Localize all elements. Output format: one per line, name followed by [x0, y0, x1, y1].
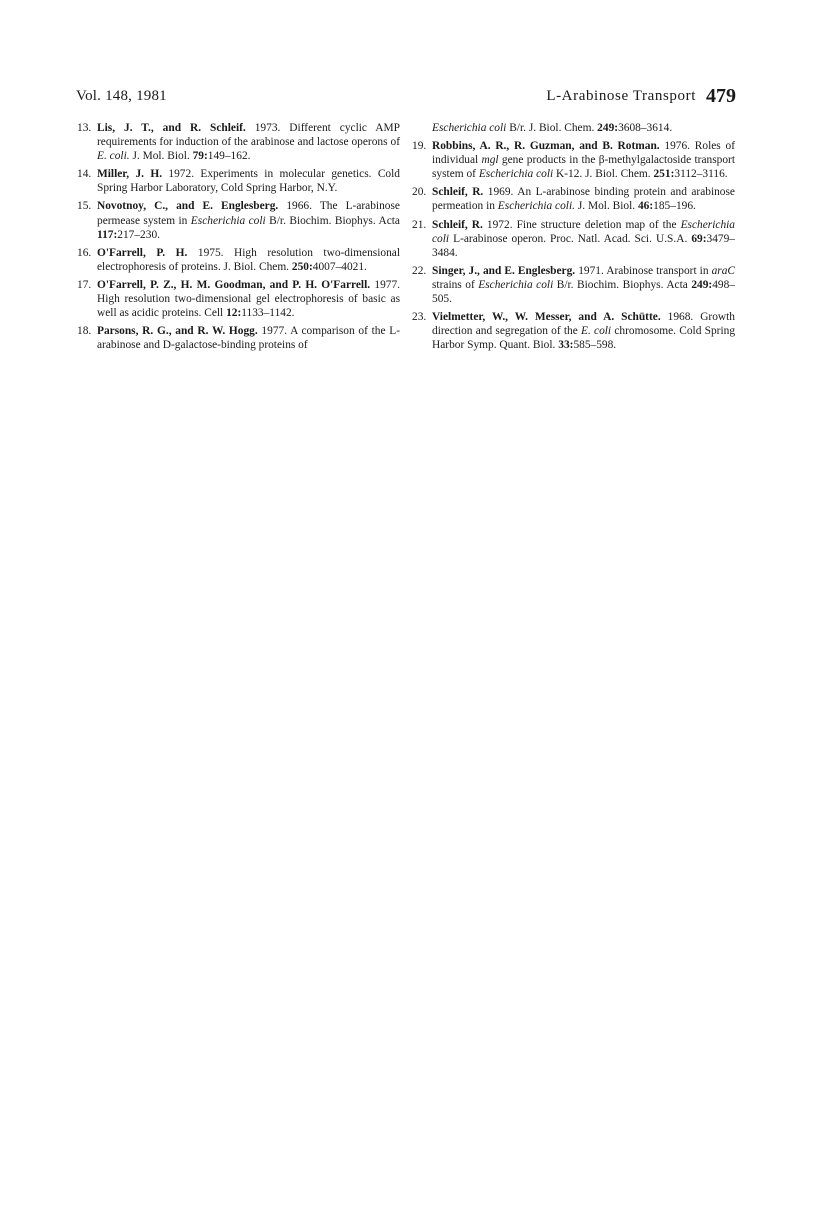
ref-text: 1968. Growth direction and segregation of the	[432, 311, 735, 338]
reference-19	[412, 139, 735, 181]
running-title: L-Arabinose Transport	[546, 88, 696, 104]
running-header	[76, 86, 736, 110]
ref-italic: E. coli	[580, 325, 612, 338]
ref-text: 1977. High resolution two-dimensional gel electrophoresis of basic as well as acidic proteins. Cell	[97, 278, 400, 320]
ref-authors: Schleif, R.	[432, 218, 483, 231]
ref-text: 1971. Arabinose transport in	[575, 264, 712, 277]
reference-13	[77, 121, 400, 163]
ref-text: L-arabinose operon. Proc. Natl. Acad. Sci. U.S.A.	[449, 232, 692, 245]
ref-authors: Robbins, A. R., R. Guzman, and B. Rotman.	[432, 140, 660, 153]
reference-18-continuation	[432, 121, 735, 135]
ref-text: J. Mol. Biol.	[574, 200, 638, 213]
ref-authors: Vielmetter, W., W. Messer, and A. Schütte.	[432, 311, 661, 324]
reference-23	[412, 310, 735, 352]
ref-pages: 1133–1142.	[241, 307, 295, 320]
ref-text: 1975. High resolution two-dimensional electrophoresis of proteins. J. Biol. Chem.	[97, 246, 400, 273]
ref-text: 1977. A comparison of the L-arabinose and D-galactose-binding proteins of	[97, 325, 400, 352]
ref-pages: 585–598.	[573, 339, 617, 352]
ref-volume: 251:	[653, 168, 675, 181]
ref-text: B/r. Biochim. Biophys. Acta	[265, 214, 400, 227]
ref-italic: mgl	[481, 154, 499, 167]
volume-label: Vol. 148, 1981	[76, 88, 167, 104]
page-number: 479	[706, 85, 736, 107]
ref-italic: Escherichia coli.	[497, 200, 575, 213]
ref-pages: 498–505.	[432, 278, 735, 306]
ref-volume: 12:	[226, 307, 242, 320]
ref-volume: 250:	[291, 260, 313, 273]
ref-number: 20.	[412, 186, 427, 199]
ref-text: 1976. Roles of individual	[432, 140, 735, 167]
ref-number: 21.	[412, 218, 427, 231]
ref-number: 23.	[412, 311, 427, 324]
ref-volume: 69:	[691, 232, 707, 245]
ref-volume: 249:	[597, 122, 619, 134]
ref-text: 1972. Experiments in molecular genetics. Cold Spring Harbor Laboratory, Cold Spring Harbor, N.Y.	[97, 168, 400, 195]
ref-italic: E. coli.	[97, 150, 130, 163]
ref-authors: Novotnoy, C., and E. Englesberg.	[97, 200, 279, 213]
ref-italic: Escherichia coli	[478, 278, 554, 291]
ref-italic: Escherichia coli	[432, 218, 735, 245]
reference-17	[77, 278, 400, 320]
reference-16	[77, 246, 400, 274]
ref-text: strains of	[432, 278, 479, 291]
ref-text: 1966. The L-arabinose permease system in	[97, 200, 400, 227]
ref-volume: 46:	[637, 200, 654, 213]
ref-number: 18.	[77, 325, 92, 338]
ref-text: J. Mol. Biol.	[129, 150, 193, 163]
ref-italic: Escherichia coli	[478, 168, 554, 181]
ref-pages: 3112–3116.	[674, 168, 728, 181]
reference-22	[412, 264, 735, 306]
ref-pages: 3479–3484.	[432, 232, 735, 259]
ref-number: 13.	[77, 122, 92, 134]
ref-number: 22.	[412, 264, 427, 277]
ref-text: gene products in the β-methylgalactoside transport system of	[432, 154, 735, 181]
reference-15	[77, 199, 400, 241]
ref-pages: 217–230.	[117, 228, 160, 241]
ref-number: 19.	[412, 140, 427, 153]
ref-italic: araC	[711, 264, 735, 277]
ref-authors: Singer, J., and E. Englesberg.	[432, 264, 576, 277]
ref-number: 14.	[77, 168, 92, 181]
ref-italic: Escherichia coli	[190, 214, 266, 227]
ref-text: chromosome. Cold Spring Harbor Symp. Quant. Biol.	[432, 325, 736, 352]
ref-pages: 4007–4021.	[312, 260, 367, 273]
ref-text: 1969. An L-arabinose binding protein and arabinose permeation in	[432, 186, 735, 213]
ref-volume: 33:	[558, 339, 574, 352]
ref-pages: 185–196.	[653, 200, 696, 213]
ref-authors: O'Farrell, P. H.	[97, 246, 188, 259]
ref-text: B/r. Biochim. Biophys. Acta	[553, 278, 692, 291]
ref-authors: O'Farrell, P. Z., H. M. Goodman, and P. H. O'Farrell.	[97, 278, 371, 291]
ref-volume: 79:	[192, 150, 208, 163]
ref-authors: Schleif, R.	[432, 186, 484, 199]
ref-pages: 3608–3614.	[618, 122, 673, 134]
ref-italic: Escherichia coli	[432, 122, 507, 134]
reference-21	[412, 218, 735, 260]
ref-volume: 249:	[691, 278, 713, 291]
ref-pages: 149–162.	[207, 150, 251, 163]
ref-authors: Lis, J. T., and R. Schleif.	[97, 122, 246, 134]
left-column	[77, 121, 400, 356]
ref-authors: Miller, J. H.	[97, 168, 163, 181]
ref-text: 1973. Different cyclic AMP requirements for induction of the arabinose and lactose operons of	[97, 122, 400, 149]
right-column	[412, 121, 735, 356]
ref-number: 17.	[77, 278, 92, 291]
ref-volume: 117:	[97, 228, 118, 241]
reference-14	[77, 167, 400, 195]
reference-20	[412, 185, 735, 213]
ref-text: 1972. Fine structure deletion map of the	[482, 218, 681, 231]
ref-text: B/r. J. Biol. Chem.	[506, 122, 598, 134]
ref-number: 16.	[77, 246, 92, 259]
ref-authors: Parsons, R. G., and R. W. Hogg.	[97, 325, 258, 338]
ref-number: 15.	[77, 200, 92, 213]
ref-text: K-12. J. Biol. Chem.	[553, 168, 654, 181]
reference-18	[77, 324, 400, 352]
